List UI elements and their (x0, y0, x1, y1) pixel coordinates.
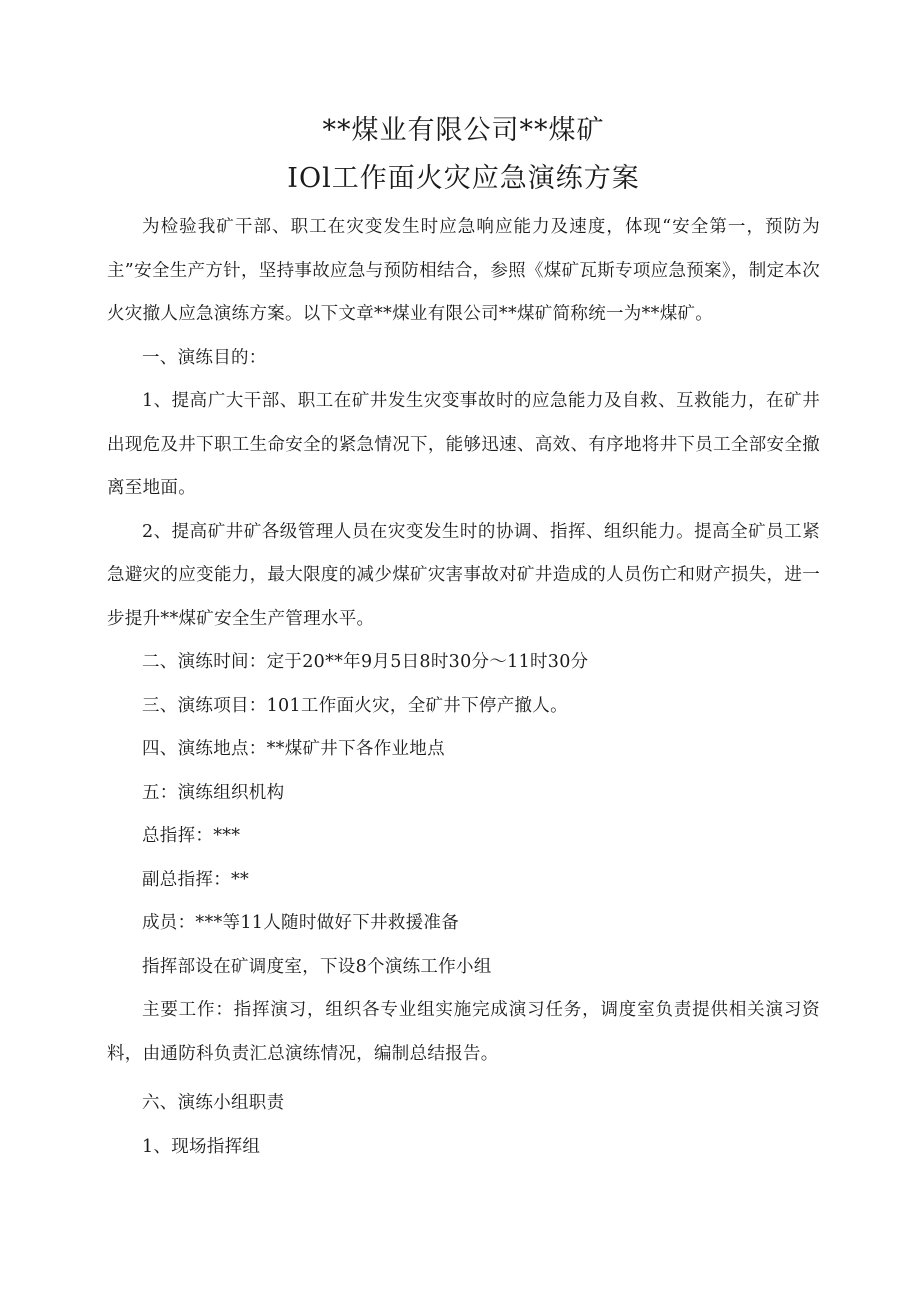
section-time: 二、演练时间：定于20**年9月5日8时30分～11时30分 (142, 652, 589, 672)
document-title-company: **煤业有限公司**煤矿 (322, 115, 605, 146)
intro-paragraph: 为检验我矿干部、职工在灾变发生时应急响应能力及速度，体现“安全第一，预防为主”安全生产方针，坚持事故应急与预防相结合，参照《煤矿瓦斯专项应急预案》，制定本次火灾撤人应急演练方案。以下文章**煤业有限公司**煤矿简称统一为**煤矿。 (107, 217, 820, 324)
main-work-paragraph: 主要工作：指挥演习，组织各专业组实施完成演习任务，调度室负责提供相关演习资料，由通防科负责汇总演练情况，编制总结报告。 (107, 1000, 820, 1064)
purpose-item-1: 1、提高广大干部、职工在矿井发生灾变事故时的应急能力及自救、互救能力，在矿井出现危及井下职工生命安全的紧急情况下，能够迅速、高效、有序地将井下员工全部安全撤离至地面。 (107, 391, 820, 498)
section-purpose-heading: 一、演练目的： (142, 347, 267, 368)
headquarters-line: 指挥部设在矿调度室，下设8个演练工作小组 (142, 956, 492, 977)
group-item-1: 1、现场指挥组 (142, 1136, 261, 1157)
commander-line: 总指挥：*** (142, 826, 241, 846)
deputy-commander-line: 副总指挥：** (142, 869, 250, 890)
document-title-plan: IOl工作面火灾应急演练方案 (287, 163, 640, 194)
members-line: 成员：***等11人随时做好下井救援准备 (142, 913, 460, 933)
section-location: 四、演练地点：**煤矿井下各作业地点 (142, 739, 445, 759)
section-project: 三、演练项目：101工作面火灾，全矿井下停产撤人。 (142, 695, 568, 716)
section-groups-heading: 六、演练小组职责 (142, 1093, 285, 1113)
section-organization-heading: 五：演练组织机构 (142, 782, 285, 803)
purpose-item-2: 2、提高矿井矿各级管理人员在灾变发生时的协调、指挥、组织能力。提高全矿员工紧急避灾的应变能力，最大限度的减少煤矿灾害事故对矿井造成的人员伤亡和财产损失，进一步提升**煤矿安全生产管理水平。 (107, 521, 820, 629)
